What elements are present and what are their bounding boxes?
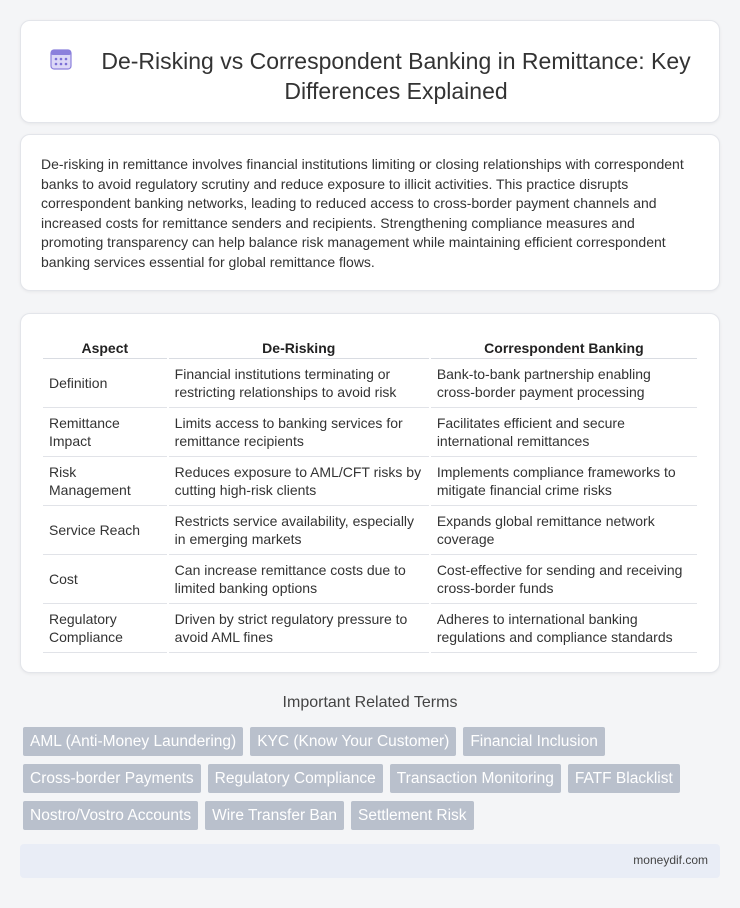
tag-row xyxy=(23,764,723,793)
row-aspect: Risk Management xyxy=(43,457,167,506)
tag-fatf-blacklist[interactable]: FATF Blacklist xyxy=(568,764,680,793)
tag-wire-transfer-ban[interactable]: Wire Transfer Ban xyxy=(205,801,344,830)
row-correspondent: Implements compliance frameworks to mitigate financial crime risks xyxy=(431,457,697,506)
row-aspect: Regulatory Compliance xyxy=(43,604,167,653)
row-aspect: Service Reach xyxy=(43,506,167,555)
page-title: De-Risking vs Correspondent Banking in Remittance: Key Differences Explained xyxy=(101,48,691,104)
row-de-risking: Financial institutions terminating or restricting relationships to avoid risk xyxy=(169,359,429,408)
calendar-icon xyxy=(49,47,73,71)
intro-card xyxy=(20,134,720,291)
row-de-risking: Reduces exposure to AML/CFT risks by cutting high-risk clients xyxy=(169,457,429,506)
title-card xyxy=(20,20,720,123)
table-row xyxy=(43,359,697,408)
row-de-risking: Can increase remittance costs due to limited banking options xyxy=(169,555,429,604)
table-row xyxy=(43,457,697,506)
comparison-table xyxy=(41,334,699,653)
related-terms-heading: Important Related Terms xyxy=(282,694,458,711)
tag-transaction-monitoring[interactable]: Transaction Monitoring xyxy=(390,764,561,793)
table-row xyxy=(43,506,697,555)
tag-financial-inclusion[interactable]: Financial Inclusion xyxy=(463,727,605,756)
header-aspect: Aspect xyxy=(43,334,167,359)
table-row xyxy=(43,408,697,457)
row-de-risking: Restricts service availability, especially in emerging markets xyxy=(169,506,429,555)
tag-settlement-risk[interactable]: Settlement Risk xyxy=(351,801,474,830)
footer xyxy=(20,844,720,878)
related-terms-tags xyxy=(23,727,723,838)
tag-aml[interactable]: AML (Anti-Money Laundering) xyxy=(23,727,243,756)
row-correspondent: Facilitates efficient and secure international remittances xyxy=(431,408,697,457)
comparison-table-card xyxy=(20,313,720,673)
tag-cross-border-payments[interactable]: Cross-border Payments xyxy=(23,764,201,793)
table-row xyxy=(43,604,697,653)
row-correspondent: Expands global remittance network coverage xyxy=(431,506,697,555)
tag-nostro-vostro[interactable]: Nostro/Vostro Accounts xyxy=(23,801,198,830)
footer-site-link[interactable]: moneydif.com xyxy=(633,853,708,867)
row-correspondent: Adheres to international banking regulations and compliance standards xyxy=(431,604,697,653)
tag-regulatory-compliance[interactable]: Regulatory Compliance xyxy=(208,764,383,793)
header-de-risking: De-Risking xyxy=(169,334,429,359)
table-header-row xyxy=(43,334,697,359)
row-de-risking: Limits access to banking services for remittance recipients xyxy=(169,408,429,457)
row-aspect: Remittance Impact xyxy=(43,408,167,457)
row-correspondent: Bank-to-bank partnership enabling cross-border payment processing xyxy=(431,359,697,408)
row-aspect: Cost xyxy=(43,555,167,604)
tag-row xyxy=(23,801,723,830)
row-de-risking: Driven by strict regulatory pressure to avoid AML fines xyxy=(169,604,429,653)
row-correspondent: Cost-effective for sending and receiving cross-border funds xyxy=(431,555,697,604)
header-correspondent-banking: Correspondent Banking xyxy=(431,334,697,359)
tag-kyc[interactable]: KYC (Know Your Customer) xyxy=(250,727,456,756)
intro-paragraph: De-risking in remittance involves financial institutions limiting or closing relationships with correspondent banks to avoid regulatory scrutiny and reduce exposure to illicit activities. This practice disrupts correspondent banking networks, leading to reduced access to cross-border payment channels and increased costs for remittance senders and recipients. Strengthening compliance measures and promoting transparency can help balance risk management while maintaining efficient correspondent banking services essential for global remittance flows. xyxy=(41,156,684,270)
tag-row xyxy=(23,727,723,756)
table-row xyxy=(43,555,697,604)
row-aspect: Definition xyxy=(43,359,167,408)
